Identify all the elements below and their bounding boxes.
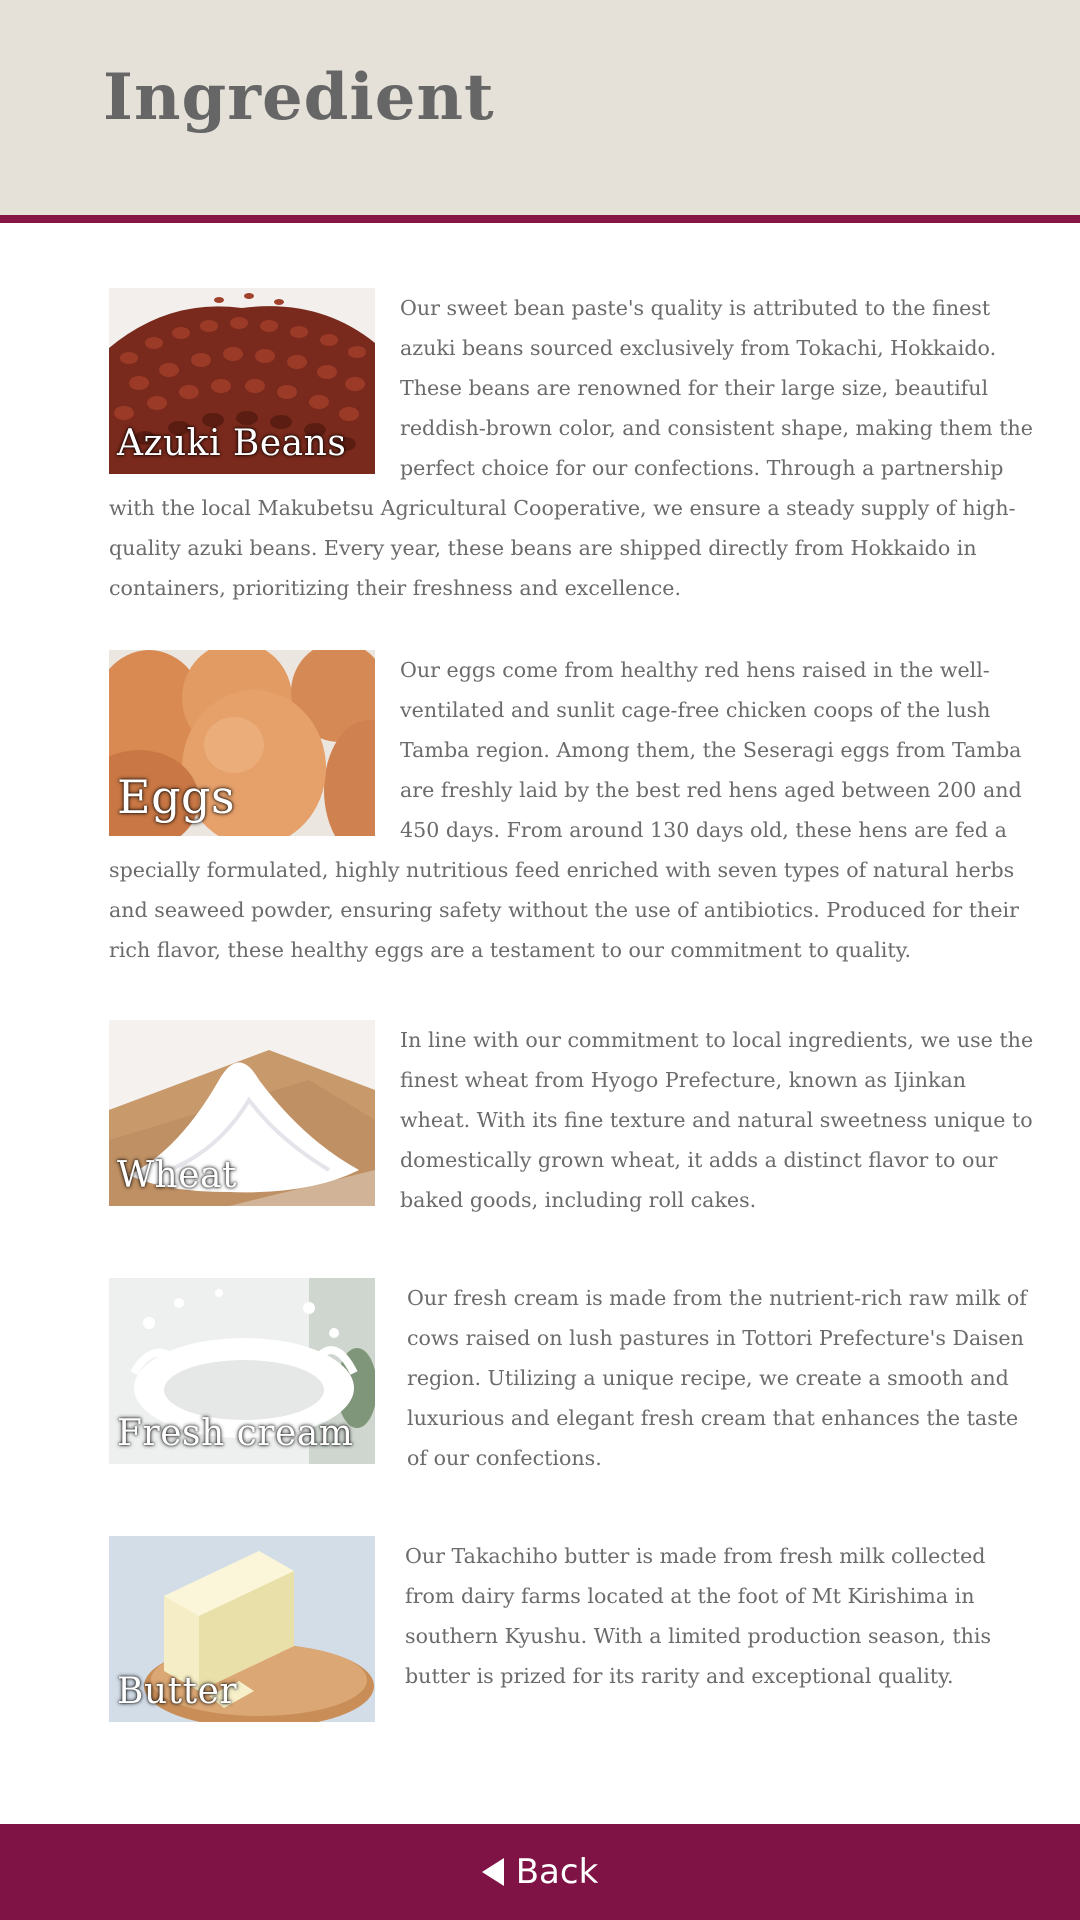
- fresh-cream-description: Our fresh cream is made from the nutrient-rich raw milk of cows raised on lush pastures in Tottori Prefecture's Daisen region. Utilizing a unique recipe, we create a smooth and luxurious and elegant fresh cream that enhances the taste of our confections.: [407, 1286, 1027, 1470]
- azuki-beans-image: [109, 288, 375, 474]
- eggs-label: Eggs: [117, 770, 236, 824]
- azuki-beans-description: Our sweet bean paste's quality is attributed to the finest azuki beans sourced exclusively from Tokachi, Hokkaido. These beans are renowned for their large size, beautiful reddish-brown color, and consistent shape, making them the perfect choice for our confections. Through a partnership with the local Makubetsu Agricultural Cooperative, we ensure a steady supply of high-quality azuki beans. Every year, these beans are shipped directly from Hokkaido in containers, prioritizing their freshness and excellence.: [109, 296, 1033, 600]
- back-button-label: Back: [515, 1852, 599, 1892]
- ingredient-list: [109, 276, 1037, 1722]
- eggs-description: Our eggs come from healthy red hens raised in the well-ventilated and sunlit cage-free chicken coops of the lush Tamba region. Among them, the Seseragi eggs from Tamba are freshly laid by the best red hens aged between 200 and 450 days. From around 130 days old, these hens are fed a specially formulated, highly nutritious feed enriched with seven types of natural herbs and seaweed powder, ensuring safety without the use of antibiotics. Produced for their rich flavor, these healthy eggs are a testament to our commitment to quality.: [109, 658, 1022, 962]
- azuki-beans-label: Azuki Beans: [117, 423, 347, 464]
- page-title: Ingredient: [103, 60, 495, 135]
- back-button[interactable]: [482, 1852, 599, 1892]
- footer-bar: [0, 1824, 1080, 1920]
- wheat-label: Wheat: [117, 1155, 237, 1196]
- ingredient-azuki-beans: [109, 288, 1037, 608]
- wheat-image: [109, 1020, 375, 1206]
- butter-image: [109, 1536, 375, 1722]
- triangle-left-icon: [482, 1858, 504, 1886]
- fresh-cream-image: [109, 1278, 375, 1464]
- header-divider: [0, 215, 1080, 223]
- wheat-description: In line with our commitment to local ingredients, we use the finest wheat from Hyogo Prefecture, known as Ijinkan wheat. With its fine texture and natural sweetness unique to domestically grown wheat, it adds a distinct flavor to our baked goods, including roll cakes.: [400, 1028, 1034, 1212]
- eggs-image: [109, 650, 375, 836]
- butter-description: Our Takachiho butter is made from fresh milk collected from dairy farms located at the foot of Mt Kirishima in southern Kyushu. With a limited production season, this butter is prized for its rarity and exceptional quality.: [405, 1544, 992, 1688]
- page-header: [0, 0, 1080, 215]
- ingredient-butter: [109, 1536, 1037, 1722]
- ingredient-fresh-cream: [109, 1278, 1037, 1478]
- ingredient-eggs: [109, 650, 1037, 970]
- butter-label: Butter: [117, 1671, 238, 1712]
- ingredient-wheat: [109, 1020, 1037, 1220]
- fresh-cream-label: Fresh cream: [117, 1413, 354, 1454]
